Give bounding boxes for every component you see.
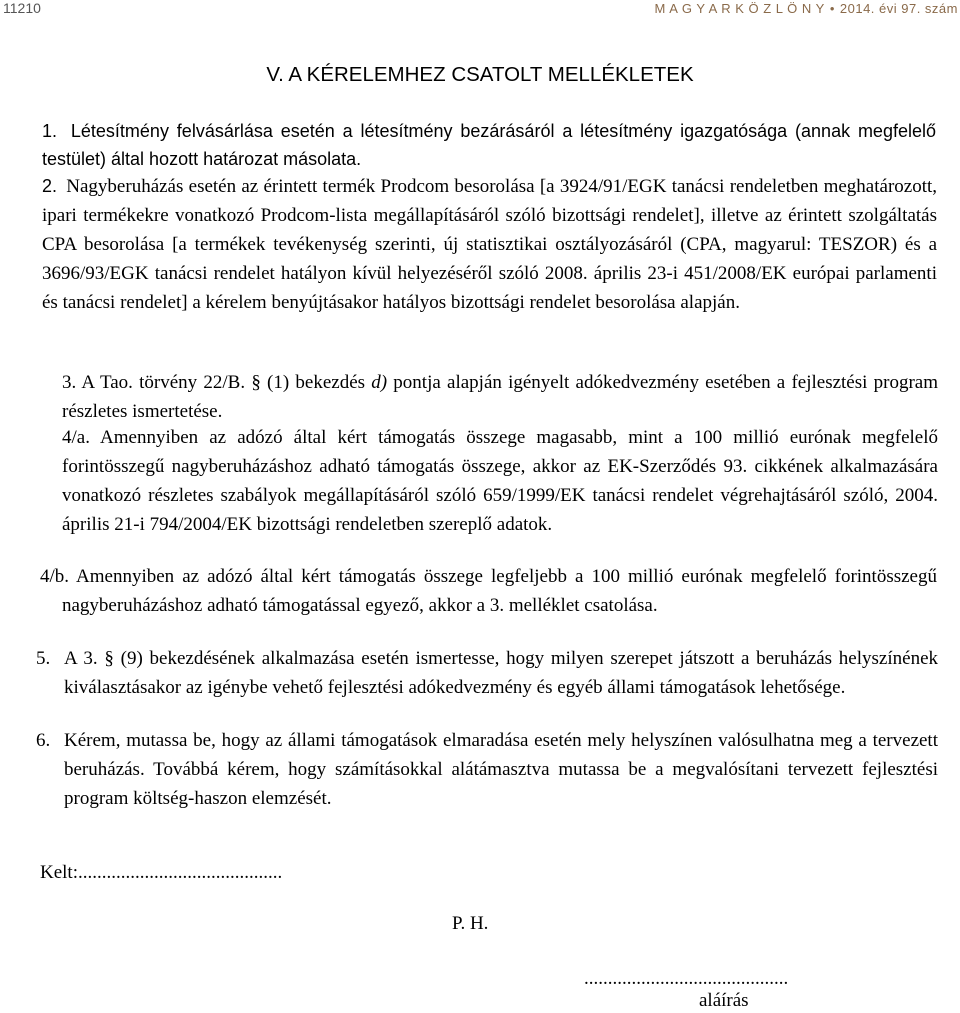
item-number: 4/b. xyxy=(40,566,70,587)
page-header xyxy=(0,0,960,22)
signature-label: aláírás xyxy=(699,990,749,1011)
section-title: V. A KÉRELEMHEZ CSATOLT MELLÉKLETEK xyxy=(266,63,694,86)
item-number: 5. xyxy=(36,648,51,669)
stamp-placeholder: P. H. xyxy=(452,913,489,934)
list-item-4b xyxy=(40,563,937,621)
item-text: Nagyberuházás esetén az érintett termék Prodcom besorolása [a 3924/91/EGK tanácsi rendeletben meghatározott, ipari termékekre vonatkozó Prodcom-lista megállapításáról szóló bizottsági rendelet], illetve az érintett szolgáltatás CPA besorolása [a termékek tevékenység szerinti, új statisztikai osztályozásáról (CPA, magyarul: TESZOR) és a 3696/93/EGK tanácsi rendelet hatályon kívül helyezéséről szóló 2008. április 23-i 451/2008/EK európai parlamenti és tanácsi rendelet] a kérelem benyújtásakor hatályos bizottsági rendelet besorolása alapján. xyxy=(42,176,938,313)
item-text-italic: d) xyxy=(371,372,388,393)
item-text: Amennyiben az adózó által kért támogatás összege legfeljebb a 100 millió eurónak megfelelő forintösszegű nagyberuházáshoz adható támogatással egyező, akkor a 3. melléklet csatolása. xyxy=(62,566,937,616)
list-item-4a xyxy=(62,424,938,540)
item-number: 4/a. xyxy=(62,427,90,448)
item-number: 6. xyxy=(36,730,51,751)
item-number: 2. xyxy=(42,176,58,196)
item-number: 3. xyxy=(62,372,77,393)
item-text: A Tao. törvény 22/B. § (1) bekezdés d) pontja alapján igényelt adókedvezmény esetében a fejlesztési program részletes ismertetése. xyxy=(62,372,938,422)
item-text: Létesítmény felvásárlása esetén a létesítmény bezárásáról a létesítmény igazgatósága (annak megfelelő testület) által hozott határozat másolata. xyxy=(42,121,936,169)
item-text: A 3. § (9) bekezdésének alkalmazása esetén ismertesse, hogy milyen szerepet játszott a beruházás helyszínének kiválasztásakor az igénybe vehető fejlesztési adókedvezmény és egyéb állami támogatások lehetősége. xyxy=(64,648,938,698)
item-text: Amennyiben az adózó által kért támogatás összege magasabb, mint a 100 millió eurónak megfelelő forintösszegű nagyberuházáshoz adható támogatás összege, akkor az EK-Szerződés 93. cikkének alkalmazására vonatkozó részletes szabályok megállapításáról szóló 659/1999/EK tanácsi rendelet végrehajtásáról szóló, 2004. április 21-i 794/2004/EK bizottsági rendeletben szereplő adatok. xyxy=(62,427,938,535)
running-head xyxy=(655,1,958,16)
header-separator: • xyxy=(829,1,835,16)
page-number: 11210 xyxy=(3,0,41,16)
list-item-2 xyxy=(42,172,937,318)
date-field: Kelt:........................................... xyxy=(40,862,283,883)
list-item-3 xyxy=(62,369,938,427)
journal-name: M A G Y A R K Ö Z L Ö N Y xyxy=(654,1,825,16)
item-number: 1. xyxy=(42,121,58,141)
issue-label: 2014. évi 97. szám xyxy=(839,1,958,16)
item-text: Kérem, mutassa be, hogy az állami támogatások elmaradása esetén mely helyszínen valósulhatna meg a tervezett beruházás. Továbbá kérem, hogy számításokkal alátámasztva mutassa be a megvalósítani tervezett fejlesztési program költség-haszon elemzését. xyxy=(64,730,938,809)
list-item-1 xyxy=(42,117,936,173)
signature-line: ........................................... xyxy=(584,968,789,989)
